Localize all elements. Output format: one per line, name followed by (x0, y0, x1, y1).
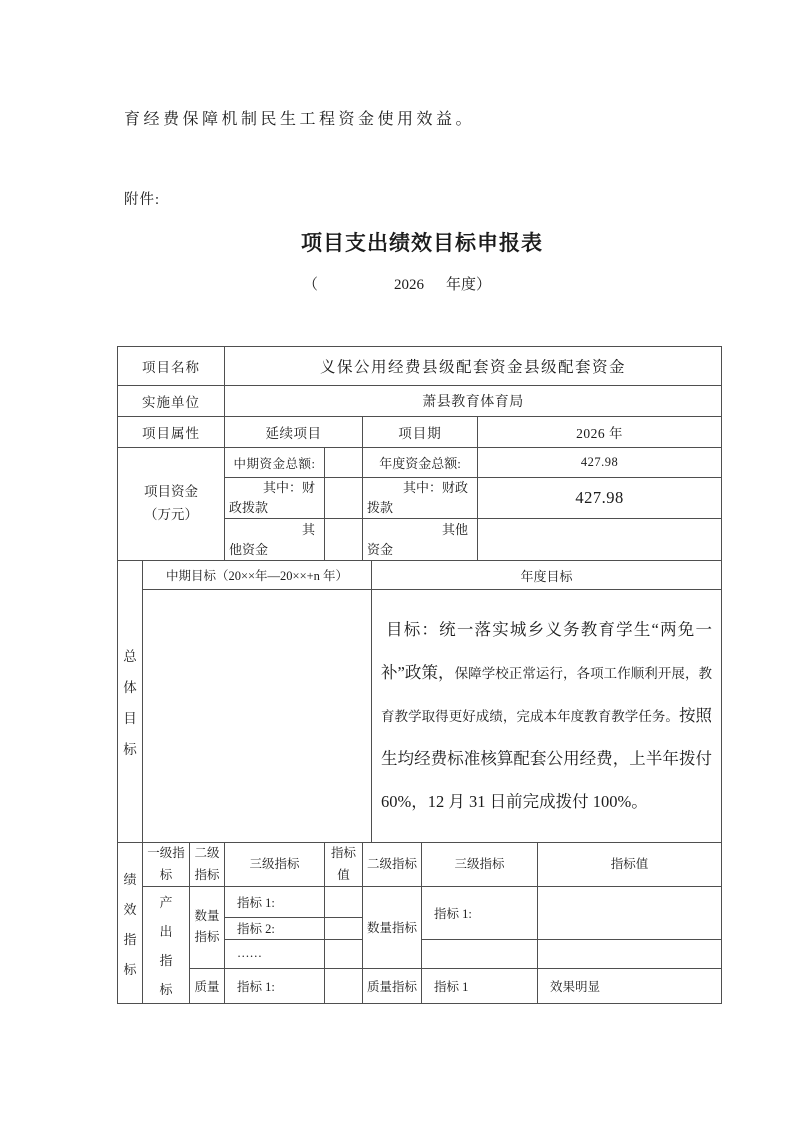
mid-fiscal-label (225, 478, 325, 519)
section-funds (117, 447, 722, 561)
perf-header-value-left: 指标值 (325, 843, 363, 887)
annual-goal-seg1: 目标：统一落实城乡义务教育学生“两免一补”政策， (381, 619, 712, 682)
funds-label-line1: 项目资金 (144, 484, 198, 500)
perf-char-1: 绩 (123, 871, 137, 887)
output-char-1: 产 (159, 894, 173, 910)
overall-goal-char-3: 目 (123, 711, 137, 727)
funds-label (118, 448, 225, 561)
quality-indicator-right: 指标 1 (422, 968, 538, 1003)
quality-label-right: 质量指标 (363, 968, 422, 1003)
project-name-label: 项目名称 (118, 347, 225, 386)
annual-other-label-line2: 资金 (367, 541, 394, 557)
section-attribute (117, 416, 722, 448)
overall-goal-char-4: 标 (123, 742, 137, 758)
intro-text: 育经费保障机制民生工程资金使用效益。 (124, 111, 476, 128)
mid-other-label (225, 519, 325, 561)
form-title: 项目支出绩效目标申报表 (301, 231, 543, 255)
subtitle-year: 2026 (394, 277, 425, 293)
quantity-indicator-right: 指标 1: (422, 886, 538, 939)
overall-goal-char-1: 总 (123, 649, 137, 665)
project-period-label: 项目期 (363, 417, 478, 448)
annual-goal-seg3: 按照生均经费标准核算配套公用经费，上半年拨付 60%，12 月 31 日前完成拨付 100%。 (381, 705, 713, 811)
annual-fiscal-label-line2: 拨款 (367, 500, 394, 516)
indicator-row3-right (422, 939, 538, 968)
section-basic-info (117, 346, 722, 417)
subtitle-open-paren: （ (303, 277, 319, 293)
indicator-row3-left-value (325, 939, 363, 968)
mid-fiscal-label-line1: 其中：财 (262, 480, 315, 495)
indicator-row1-left-value (325, 886, 363, 917)
output-char-4: 标 (159, 981, 173, 997)
mid-fiscal-value (325, 478, 363, 519)
overall-goal-side-label (118, 561, 143, 843)
perf-header-value-right: 指标值 (538, 843, 722, 887)
annual-goal-seg2: 保障学校正常运行，各项工作顺利开展，教育教学取得更好成绩，完成本年度教育教学任务。 (381, 665, 713, 724)
annual-fiscal-value: 427.98 (478, 478, 722, 519)
section-performance (117, 842, 722, 1004)
mid-goal-header: 中期目标（20××年—20××+n 年） (143, 561, 372, 590)
funds-label-line2: （万元） (144, 507, 198, 523)
indicator-row2-left: 指标 2: (225, 917, 325, 939)
overall-goal-char-2: 体 (123, 680, 137, 696)
perf-header-level2-left: 二级指标 (190, 843, 225, 887)
annual-other-label-line1: 其他 (441, 521, 468, 537)
output-indicator-label (143, 886, 190, 1003)
annual-total-value: 427.98 (478, 448, 722, 478)
quantity-label-left: 数量指标 (190, 886, 225, 968)
annual-other-value (478, 519, 722, 561)
project-period-value: 2026 年 (478, 417, 722, 448)
indicator-row1-left: 指标 1: (225, 886, 325, 917)
section-overall-goal (117, 560, 722, 843)
perf-header-level3-left: 三级指标 (225, 843, 325, 887)
perf-side-label (118, 843, 143, 1004)
annual-other-label (363, 519, 478, 561)
quantity-value-right (538, 886, 722, 939)
declaration-form-table (117, 346, 723, 1004)
mid-goal-body (143, 590, 372, 843)
annual-total-label: 年度资金总额: (363, 448, 478, 478)
project-attr-value: 延续项目 (225, 417, 363, 448)
annual-fiscal-label (363, 478, 478, 519)
subtitle-close: 年度） (446, 277, 492, 293)
quality-label-left: 质量 (190, 968, 225, 1003)
perf-header-level1: 一级指标 (143, 843, 190, 887)
quality-indicator-left: 指标 1: (225, 968, 325, 1003)
implement-unit-value: 萧县教育体育局 (225, 386, 722, 417)
quality-indicator-left-value (325, 968, 363, 1003)
project-name-value: 义保公用经费县级配套资金县级配套资金 (225, 347, 722, 386)
mid-other-label-line1: 其 (301, 521, 315, 537)
indicator-row2-left-value (325, 917, 363, 939)
annual-fiscal-label-line1: 其中：财政 (402, 480, 468, 495)
mid-other-value (325, 519, 363, 561)
indicator-row3-left: …… (225, 939, 325, 968)
mid-total-value (325, 448, 363, 478)
perf-header-level2-right: 二级指标 (363, 843, 422, 887)
output-char-2: 出 (159, 923, 173, 939)
annual-goal-header: 年度目标 (372, 561, 722, 590)
project-attr-label: 项目属性 (118, 417, 225, 448)
quantity-label-right: 数量指标 (363, 886, 422, 968)
form-year-line (303, 273, 491, 294)
perf-char-3: 指 (123, 931, 137, 947)
mid-total-label: 中期资金总额: (225, 448, 325, 478)
quality-value-right: 效果明显 (538, 968, 722, 1003)
perf-header-level3-right: 三级指标 (422, 843, 538, 887)
mid-fiscal-label-line2: 政拨款 (229, 500, 269, 516)
implement-unit-label: 实施单位 (118, 386, 225, 417)
annual-goal-body (372, 590, 722, 843)
perf-char-4: 标 (123, 961, 137, 977)
perf-char-2: 效 (123, 901, 137, 917)
mid-other-label-line2: 他资金 (229, 541, 269, 557)
output-char-3: 指 (159, 952, 173, 968)
attachment-label: 附件: (124, 192, 161, 208)
indicator-row3-right-value (538, 939, 722, 968)
